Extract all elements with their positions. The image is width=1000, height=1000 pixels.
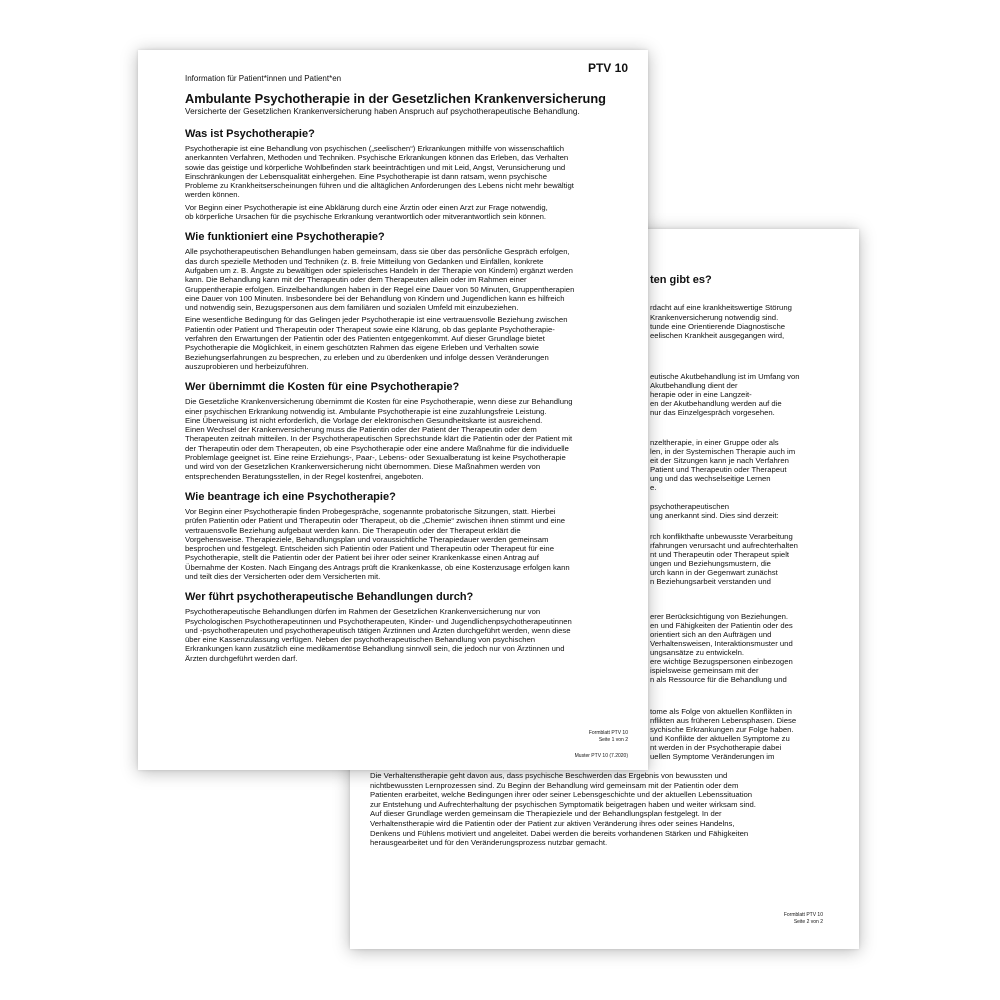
text-fragment: eelischen Krankheit ausgegangen wird, (650, 331, 785, 340)
text-fragment: Verhaltensweisen, Interaktionsmuster und (650, 639, 793, 648)
text-line: Ärzten durchgeführt werden darf. (185, 653, 298, 663)
text-line: Vor Beginn einer Psychotherapie ist eine Abklärung durch eine Ärztin oder einen Arzt zur Frage notwendig, (185, 202, 548, 212)
section-heading: Was ist Psychotherapie? (185, 128, 315, 140)
verhaltenstherapie-section (370, 761, 845, 848)
text-line: Einen Wechsel der Krankenversicherung muss die Patientin oder der Patient der Therapeutin oder dem (185, 425, 537, 435)
text-fragment: n als Ressource für die Behandlung und (650, 675, 787, 684)
text-fragment: Patient und Therapeutin oder Therapeut (650, 465, 787, 474)
patient-info-line: Information für Patient*innen und Patient*en (185, 74, 342, 83)
text-line: und teilt dies der Versicherten oder dem Versicherten mit. (185, 571, 381, 581)
text-line: Probleme zu Krankheitserscheinungen führen und die alltäglichen Anforderungen des Lebens nicht mehr bewältigt (185, 181, 574, 191)
text-fragment: rdacht auf eine krankheitswertige Störung (650, 303, 792, 312)
text-line: über eine Kassenzulassung verfügen. Neben der psychotherapeutischen Behandlung von psychischen (185, 635, 536, 645)
text-line: Eine wesentliche Bedingung für das Gelingen jeder Psychotherapie ist eine vertrauensvolle Beziehung zwischen (185, 315, 568, 325)
text-line: auszuprobieren und herbeizuführen. (185, 361, 309, 371)
text-line: Patientin oder Patient und Therapeutin oder Therapeut sowie eine Klärung, ob das geplante Psychotherapie- (185, 324, 555, 334)
text-line: Verhaltenstherapie wird die Patientin oder der Patient zur aktiven Veränderung ihres oder seines Handelns, (370, 818, 735, 828)
text-line: Psychotherapeutische Behandlungen dürfen im Rahmen der Gesetzlichen Krankenversicherung nur von (185, 607, 541, 617)
text-fragment: nzeltherapie, in einer Gruppe oder als (650, 438, 779, 447)
text-fragment: nur das Einzelgespräch vorgesehen. (650, 408, 775, 417)
text-line: einer psychischen Erkrankung notwendig ist. Ambulante Psychotherapie ist eine zuzahlungsfreie Leistung. (185, 406, 547, 416)
text-fragment: uellen Symptome Veränderungen im (650, 752, 775, 761)
footer-page-number: Seite 1 von 2 (598, 736, 628, 743)
section (185, 591, 635, 663)
text-fragment: n Beziehungsarbeit verstanden und (650, 577, 771, 586)
text-fragment: rfahrungen verursacht und aufrechterhalten (650, 541, 798, 550)
text-fragment: nflikten aus früheren Lebensphasen. Diese (650, 716, 797, 725)
muster-version: Muster PTV 10 (7.2020) (574, 753, 628, 759)
text-line: Aufgaben um z. B. Ängste zu bewältigen oder spielerisches Handeln in der Therapie von Kindern) ergänzt werden (185, 265, 573, 275)
text-line: Beziehungserfahrungen zu besprechen, zu erleben und zu überdenken und infolge dessen Veränderungen (185, 352, 549, 362)
text-fragment: en und Fähigkeiten der Patientin oder des (650, 621, 793, 630)
text-fragment: nt und Therapeutin oder Therapeut spielt (650, 550, 790, 559)
section (185, 381, 635, 481)
text-fragment: rch konflikthafte unbewusste Verarbeitung (650, 532, 793, 541)
text-fragment: ung und das wechselseitige Lernen (650, 474, 771, 483)
document-subtitle: Versicherte der Gesetzlichen Krankenversicherung haben Anspruch auf psychotherapeutische Behandlung. (185, 106, 580, 116)
page-2-footer (784, 912, 823, 925)
paragraph (185, 315, 635, 371)
text-fragment: eit der Sitzungen kann je nach Verfahren (650, 456, 789, 465)
text-line: verfahren den Erwartungen der Patientin oder des Patienten entgegenkommt. Auf dieser Grundlage bietet (185, 334, 545, 344)
text-line: Die Gesetzliche Krankenversicherung übernimmt die Kosten für eine Psychotherapie, wenn diese zur Behandlung (185, 397, 573, 407)
paragraph (185, 607, 635, 663)
text-line: das durch spezielle Methoden und Techniken (z. B. freie Mitteilung von Gedanken und Einfällen, konkrete (185, 256, 544, 266)
text-line: eine Dauer von 100 Minuten. Insbesondere bei der Behandlung von Kindern und Jugendlichen kann es hilfreich (185, 293, 565, 303)
text-fragment: nt werden in der Psychotherapie dabei (650, 743, 782, 752)
text-line: Vor Beginn einer Psychotherapie finden Probegespräche, sogenannte probatorische Sitzungen, statt. Hierbei (185, 506, 556, 516)
text-fragment: psychotherapeutischen (650, 502, 730, 511)
form-badge: PTV 10 (587, 61, 628, 75)
text-fragment: en der Akutbehandlung werden auf die (650, 399, 782, 408)
text-fragment: e. (650, 483, 657, 492)
text-line: Psychotherapie die Möglichkeit, in einem geschützten Rahmen das eigene Erleben und Verhalten sowie (185, 343, 539, 353)
footer-form-title: Formblatt PTV 10 (588, 730, 628, 736)
paragraph (185, 397, 635, 481)
text-line: Eine Überweisung ist nicht erforderlich, die Vorlage der elektronischen Gesundheitskarte ist ausreichend. (185, 415, 543, 425)
text-line: Denkens und Fühlens motiviert und angeleitet. Dabei werden die bereits vorhandenen Stärken und Fähigkeiten (370, 828, 749, 838)
paragraph (185, 507, 635, 581)
text-fragment: Akutbehandlung dient der (650, 381, 738, 390)
text-fragment: ere wichtige Bezugspersonen einbezogen (650, 657, 793, 666)
text-line: und wird von der Gesetzlichen Krankenversicherung nicht übernommen. Diese Maßnahmen werden von (185, 462, 541, 472)
text-line: Einschränkungen der Lebensqualität einhergehen. Eine Psychotherapie ist dann ratsam, wenn psychische (185, 171, 547, 181)
text-line: Die Verhaltenstherapie geht davon aus, dass psychische Beschwerden das Ergebnis von bewussten und (370, 771, 728, 780)
text-fragment: urch kann in der Gegenwart zunächst (650, 568, 778, 577)
text-line: kann. Die Behandlung kann mit der Therapeutin oder dem Therapeuten allein oder im Rahmen einer (185, 275, 527, 285)
text-line: Erkrankungen kann zusätzlich eine medikamentöse Behandlung sinnvoll sein, die jedoch nur von Ärztinnen und (185, 644, 565, 654)
section (185, 128, 635, 221)
text-line: Vorgehensweise. Therapieziele, Behandlungsplan und voraussichtliche Therapiedauer werden gemeinsam (185, 534, 549, 544)
text-line: Problemlage geeignet ist. Eine reine Erziehungs-, Paar-, Lebens- oder Sexualberatung ist keine Psychotherapie (185, 453, 566, 463)
text-line: Alle psychotherapeutischen Behandlungen haben gemeinsam, dass sie über das persönliche Gespräch erfolgen, (185, 247, 570, 257)
text-fragment: herapie oder in eine Langzeit- (650, 390, 752, 399)
footer-page-number: Seite 2 von 2 (793, 918, 823, 925)
page-1-body (185, 74, 635, 666)
section-heading: Wer übernimmt die Kosten für eine Psychotherapie? (185, 381, 460, 394)
text-line: Auf dieser Grundlage werden gemeinsam die Therapieziele und der Behandlungsplan festgelegt. In der (370, 809, 722, 819)
section-heading-fragment: ten gibt es? (650, 274, 712, 286)
text-fragment: ungen und Beziehungsmustern, die (650, 559, 771, 568)
text-line: Psychotherapie, stellt die Patientin oder der Patient bei ihrer oder seiner Krankenkasse einen Antrag auf (185, 553, 539, 563)
text-line: herausgearbeitet und für den Veränderungsprozess nutzbar gemacht. (370, 838, 608, 848)
text-line: prüfen Patientin oder Patient und Therapeutin oder Therapeut, ob die „Chemie“ zwischen ihnen stimmt und eine (185, 516, 566, 526)
text-line: vertrauensvolle Beziehung aufgebaut werden kann. Die Therapeutin oder der Therapeut erklärt die (185, 525, 521, 535)
text-line: ob körperliche Ursachen für die psychische Erkrankung verantwortlich oder mitverantwortlich sein können. (185, 212, 547, 222)
text-fragment: ungsansätze zu entwickeln. (650, 648, 745, 657)
footer-form-title: Formblatt PTV 10 (783, 912, 823, 918)
text-line: Gruppentherapie erfolgen. Einzelbehandlungen haben in der Regel eine Dauer von 50 Minuten, Gruppentherapien (185, 284, 575, 294)
text-line: Psychotherapie ist eine Behandlung von psychischen („seelischen“) Erkrankungen mithilfe von wissenschaftlich (185, 144, 565, 153)
document-title: Ambulante Psychotherapie in der Gesetzlichen Krankenversicherung (185, 91, 607, 106)
text-fragment: tunde eine Orientierende Diagnostische (650, 322, 786, 331)
text-fragment: sychische Erkrankungen zur Folge haben. (650, 725, 794, 734)
text-line: und notwendig sein, Bezugspersonen aus dem familiären und sozialen Umfeld mit einzubeziehen. (185, 303, 519, 313)
text-line: Patienten erarbeitet, welche Bedingungen ihrer oder seiner Lebensgeschichte und der aktuellen Lebenssituation (370, 790, 753, 800)
text-line: Psychologischen Psychotherapeutinnen und Psychotherapeuten, Kinder- und Jugendlichenpsychotherapeutinnen (185, 616, 572, 626)
section-body (370, 771, 845, 848)
text-line: zur Entstehung und Aufrechterhaltung der psychischen Symptomatik beigetragen haben und weiter wirksam sind. (370, 799, 756, 809)
text-fragment: erer Berücksichtigung von Beziehungen. (650, 612, 789, 621)
page-1-footer (589, 730, 628, 743)
text-line: nichtbewussten Lernprozessen sind. Zu Beginn der Behandlung wird gemeinsam mit der Patientin oder dem (370, 780, 739, 790)
text-line: entsprechenden Beratungsstellen, in der Regel kostenfrei, angeboten. (185, 471, 424, 481)
text-fragment: orientiert sich an den Aufträgen und (650, 630, 772, 639)
text-line: Therapeuten zeitnah mitteilen. In der Psychotherapeutischen Sprechstunde klärt die Patientin oder der Patient mit (185, 434, 573, 444)
section-heading: Wie funktioniert eine Psychotherapie? (185, 231, 385, 244)
text-fragment: eutische Akutbehandlung ist im Umfang von (650, 372, 800, 381)
text-fragment: ispielsweise gemeinsam mit der (650, 666, 759, 675)
text-fragment: tome als Folge von aktuellen Konflikten in (650, 707, 792, 716)
text-fragment: Krankenversicherung notwendig sind. (650, 313, 779, 322)
paragraph (185, 247, 635, 312)
document-page-1 (138, 50, 648, 770)
text-line: besprochen und festgelegt. Entscheiden sich Patientin oder Patient und Therapeutin oder Therapeut für eine (185, 544, 554, 554)
text-line: Übernahme der Kosten. Nach Eingang des Antrags prüft die Krankenkasse, ob eine Kostenzusage erfolgen kann (185, 562, 570, 572)
text-fragment: len, in der Systemischen Therapie auch im (650, 447, 796, 456)
text-fragment: ung anerkannt sind. Dies sind derzeit: (650, 511, 779, 520)
text-line: anerkannten Verfahren, Methoden und Techniken. Psychische Erkrankungen können das Erleben, das Verhalten (185, 153, 569, 163)
text-line: der Therapeutin oder dem Therapeuten, ob eine Psychotherapie oder eine andere Maßnahme für die individuelle (185, 443, 569, 453)
paragraph (185, 203, 635, 222)
text-fragment: und Konflikte der aktuellen Symptome zu (650, 734, 790, 743)
text-line: und -psychotherapeuten und psychotherapeutisch tätigen Ärztinnen und Ärzten durchgeführt werden, wenn diese (185, 625, 571, 635)
sections (185, 128, 635, 663)
section-heading: Wer führt psychotherapeutische Behandlungen durch? (185, 591, 474, 604)
text-line: sowie das geistige und körperliche Wohlbefinden stark beeinträchtigen und mit Leid, Angst, Verunsicherung und (185, 162, 566, 172)
section (185, 491, 635, 581)
section-heading: Wie beantrage ich eine Psychotherapie? (185, 490, 396, 503)
section (185, 231, 635, 371)
paragraph (185, 144, 635, 200)
text-line: werden können. (185, 190, 240, 200)
